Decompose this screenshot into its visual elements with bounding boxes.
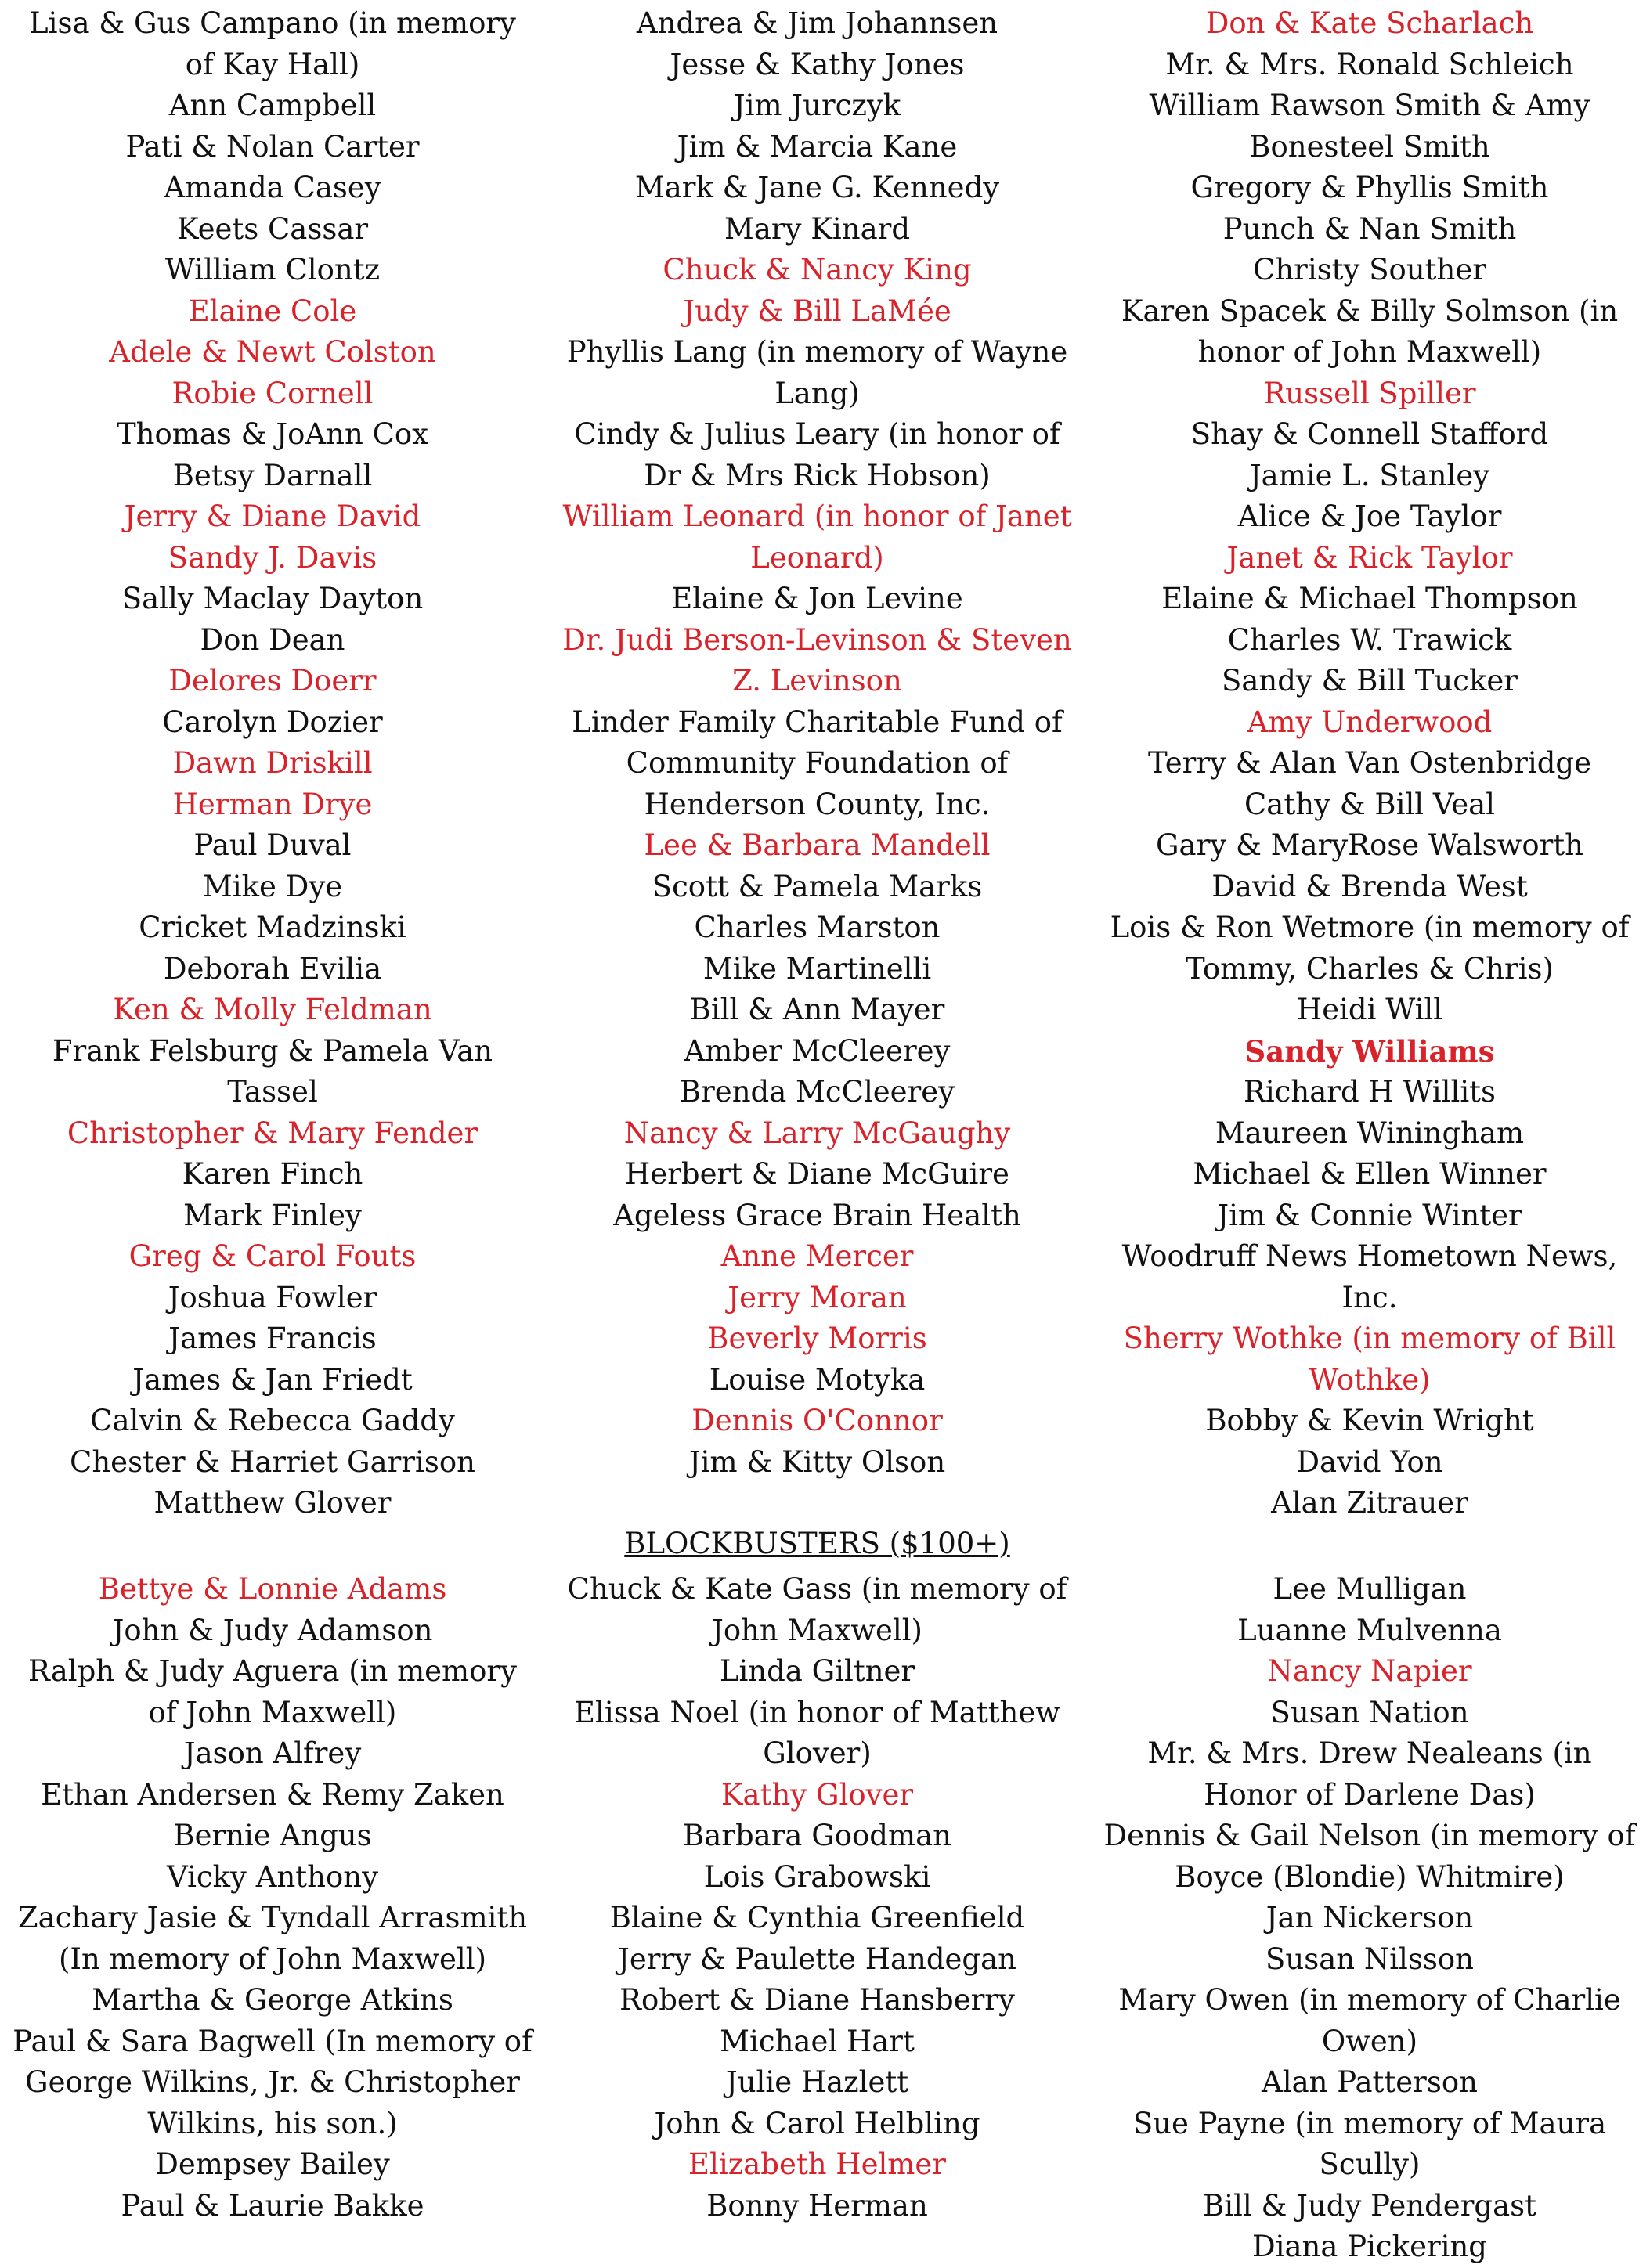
bottom-column-3 [1089, 1569, 1650, 2268]
donor-name: Diana Pickering [1251, 2230, 1487, 2263]
donor-name: Sandy Williams [1244, 1033, 1495, 1069]
donor-name: Richard H Willits [1243, 1075, 1497, 1109]
donor-name: Paul & Laurie Bakke [121, 2188, 424, 2223]
donor-name: Deborah Evilia [163, 951, 382, 986]
donor-name: Beverly Morris [707, 1321, 927, 1355]
donor-name: Dr. Judi Berson-Levinson & Steven Z. Levinson [562, 622, 1072, 698]
donor-name: Robert & Diane Hansberry [619, 1983, 1015, 2017]
donor-name: Paul Duval [193, 828, 352, 862]
donor-name: Bettye & Lonnie Adams [98, 1572, 447, 1606]
donor-name: Michael Hart [720, 2024, 915, 2058]
donor-name: Andrea & Jim Johannsen [636, 6, 998, 40]
donor-name: Elaine Cole [188, 294, 357, 328]
donor-name: Brenda McCleerey [679, 1075, 955, 1109]
donor-name: Mr. & Mrs. Ronald Schleich [1165, 47, 1574, 81]
donor-name: Mary Kinard [724, 211, 911, 246]
donor-name: Keets Cassar [176, 211, 369, 246]
donor-name: Chuck & Kate Gass (in memory of John Maxwell) [567, 1572, 1067, 1647]
donor-name: Bobby & Kevin Wright [1205, 1404, 1534, 1437]
donor-name: Bill & Ann Mayer [689, 993, 945, 1026]
donor-name: Jim & Marcia Kane [677, 129, 958, 164]
donor-name: Janet & Rick Taylor [1226, 540, 1513, 575]
donor-name: Pati & Nolan Carter [125, 129, 420, 164]
donor-name: Bernie Angus [173, 1819, 372, 1852]
donor-name: Lisa & Gus Campano (in memory of Kay Hall) [29, 6, 516, 81]
donor-name: Don Dean [200, 622, 345, 657]
donor-name: Mary Owen (in memory of Charlie Owen) [1118, 1983, 1621, 2058]
donor-name: Christy Souther [1253, 253, 1486, 287]
donor-name: Elaine & Michael Thompson [1161, 582, 1578, 615]
donor-name: Mike Martinelli [702, 951, 932, 986]
donor-name: Thomas & JoAnn Cox [116, 417, 429, 451]
donor-name: Barbara Goodman [683, 1819, 951, 1852]
top-column-1 [0, 3, 545, 1524]
donor-name: Luanne Mulvenna [1237, 1613, 1502, 1647]
donor-name: Martha & George Atkins [92, 1983, 453, 2017]
donor-name: Mark Finley [183, 1198, 362, 1232]
donor-name: Vicky Anthony [167, 1859, 378, 1894]
donor-name: Jan Nickerson [1265, 1901, 1474, 1934]
donor-name: Heidi Will [1296, 993, 1443, 1026]
donor-name: Charles Marston [694, 910, 941, 944]
donor-name: Greg & Carol Fouts [128, 1239, 417, 1273]
donor-name: Lois Grabowski [703, 1859, 931, 1894]
donor-name: Jim Jurczyk [733, 88, 901, 122]
donor-name: Alice & Joe Taylor [1237, 499, 1502, 533]
donor-name: Christopher & Mary Fender [67, 1116, 478, 1150]
donor-name: Dennis O'Connor [691, 1404, 943, 1437]
donor-name: Bonny Herman [706, 2188, 928, 2223]
top-column-3 [1089, 3, 1650, 1524]
donor-name: Sherry Wothke (in memory of Bill Wothke) [1123, 1321, 1616, 1397]
donor-name: Ralph & Judy Aguera (in memory of John Maxwell) [27, 1654, 517, 1729]
donor-name: Elizabeth Helmer [688, 2147, 946, 2181]
donor-name: Lee Mulligan [1273, 1572, 1467, 1606]
donor-name: Michael & Ellen Winner [1193, 1157, 1547, 1191]
blockbusters-section [0, 1569, 1650, 2268]
donor-name: Kathy Glover [720, 1777, 914, 1812]
donor-name: Susan Nilsson [1265, 1942, 1474, 1976]
donor-name: Chester & Harriet Garrison [70, 1444, 475, 1479]
donor-name: Jerry & Diane David [124, 499, 421, 533]
donor-name: Scott & Pamela Marks [652, 869, 983, 903]
donor-name: Sandy J. Davis [168, 540, 377, 575]
donor-name: Joshua Fowler [168, 1280, 377, 1314]
donor-name: Lois & Ron Wetmore (in memory of Tommy, Charles & Chris) [1110, 910, 1630, 986]
donor-name: Louise Motyka [709, 1362, 926, 1397]
donor-name: Russell Spiller [1263, 376, 1476, 410]
donor-name: James Francis [168, 1321, 377, 1355]
donor-name: Linda Giltner [719, 1654, 915, 1688]
donor-name: Susan Nation [1270, 1695, 1469, 1729]
donor-name: Judy & Bill LaMée [683, 294, 951, 328]
donor-name: Calvin & Rebecca Gaddy [90, 1404, 455, 1437]
donor-name: Anne Mercer [720, 1239, 914, 1273]
donor-name: Ann Campbell [168, 88, 377, 122]
donor-name: Nancy Napier [1267, 1654, 1472, 1688]
donor-name: Jason Alfrey [183, 1736, 362, 1770]
donor-name: Ken & Molly Feldman [113, 993, 432, 1026]
donor-name: Don & Kate Scharlach [1205, 6, 1534, 40]
top-donor-section [0, 3, 1650, 1524]
donor-name: John & Carol Helbling [654, 2106, 980, 2140]
donor-name: Amber McCleerey [684, 1033, 951, 1068]
donor-name: Karen Finch [182, 1157, 363, 1191]
donor-name: Ageless Grace Brain Health [613, 1198, 1021, 1232]
donor-name: Sandy & Bill Tucker [1222, 664, 1518, 698]
donor-name: Julie Hazlett [725, 2065, 909, 2099]
donor-name: Jim & Connie Winter [1217, 1198, 1522, 1232]
donor-name: Jamie L. Stanley [1249, 458, 1490, 492]
bottom-column-1 [0, 1569, 545, 2268]
donor-name: Dempsey Bailey [155, 2147, 390, 2181]
donor-name: Dawn Driskill [172, 746, 373, 780]
donor-name: Bill & Judy Pendergast [1203, 2188, 1536, 2223]
donor-name: Sue Payne (in memory of Maura Scully) [1132, 2106, 1607, 2181]
donor-name: James & Jan Friedt [132, 1362, 413, 1397]
donor-name: Chuck & Nancy King [663, 253, 972, 287]
donor-name: Alan Zitrauer [1271, 1486, 1468, 1520]
donor-name: Elaine & Jon Levine [671, 582, 963, 615]
donor-name: Jerry Moran [728, 1280, 907, 1314]
donor-name: Punch & Nan Smith [1222, 211, 1517, 246]
section-heading: BLOCKBUSTERS ($100+) [624, 1527, 1010, 1560]
donor-name: Cathy & Bill Veal [1244, 787, 1495, 821]
donor-name: Jim & Kitty Olson [688, 1444, 946, 1479]
donor-name: Karen Spacek & Billy Solmson (in honor of John Maxwell) [1121, 294, 1619, 369]
top-column-2 [545, 3, 1089, 1524]
donor-name: Phyllis Lang (in memory of Wayne Lang) [566, 335, 1068, 410]
donor-name: Charles W. Trawick [1227, 622, 1512, 657]
donor-name: Paul & Sara Bagwell (In memory of George Wilkins, Jr. & Christopher Wilkins, his son.) [13, 2024, 533, 2140]
donor-name: Adele & Newt Colston [109, 335, 436, 369]
donor-name: Shay & Connell Stafford [1190, 417, 1549, 451]
donor-name: William Clontz [164, 253, 381, 287]
donor-name: Herman Drye [172, 787, 373, 821]
donor-name: Linder Family Charitable Fund of Community Foundation of Henderson County, Inc. [572, 705, 1063, 821]
donor-name: Gregory & Phyllis Smith [1190, 171, 1549, 204]
donor-name: Amy Underwood [1247, 705, 1493, 739]
donor-name: Elissa Noel (in honor of Matthew Glover) [574, 1695, 1060, 1770]
donor-name: David Yon [1296, 1444, 1443, 1479]
donor-name: Blaine & Cynthia Greenfield [609, 1901, 1025, 1934]
donor-name: Delores Doerr [168, 664, 377, 698]
donor-name: Maureen Winingham [1215, 1116, 1525, 1150]
donor-name: Robie Cornell [171, 376, 374, 410]
donor-name: Alan Patterson [1262, 2065, 1478, 2099]
donor-name: Mike Dye [202, 869, 343, 903]
donor-name: Lee & Barbara Mandell [644, 828, 991, 862]
donor-name: John & Judy Adamson [112, 1613, 433, 1647]
donor-name: William Rawson Smith & Amy Bonesteel Smith [1149, 88, 1590, 164]
bottom-column-2 [545, 1569, 1089, 2268]
donor-name: Mark & Jane G. Kennedy [634, 171, 1000, 204]
donor-name: Nancy & Larry McGaughy [623, 1116, 1011, 1150]
donor-name: Terry & Alan Van Ostenbridge [1147, 746, 1591, 780]
donor-name: Betsy Darnall [172, 458, 373, 492]
donor-name: Carolyn Dozier [162, 705, 383, 739]
donor-name: Jesse & Kathy Jones [670, 47, 965, 81]
donor-name: Gary & MaryRose Walsworth [1155, 828, 1583, 862]
donor-name: David & Brenda West [1211, 869, 1528, 903]
donor-name: Matthew Glover [153, 1486, 392, 1520]
donor-name: Cricket Madzinski [139, 910, 406, 944]
donor-name: William Leonard (in honor of Janet Leonard) [562, 499, 1072, 575]
donor-name: Sally Maclay Dayton [121, 582, 424, 615]
donor-name: Herbert & Diane McGuire [625, 1157, 1009, 1191]
donor-name: Dennis & Gail Nelson (in memory of Boyce (Blondie) Whitmire) [1103, 1819, 1636, 1894]
donor-name: Ethan Andersen & Remy Zaken [41, 1777, 504, 1812]
donor-name: Mr. & Mrs. Drew Nealeans (in Honor of Darlene Das) [1147, 1736, 1592, 1812]
donor-name: Jerry & Paulette Handegan [617, 1942, 1017, 1976]
donor-name: Frank Felsburg & Pamela Van Tassel [52, 1033, 493, 1109]
donor-name: Amanda Casey [164, 171, 381, 204]
donor-name: Cindy & Julius Leary (in honor of Dr & Mrs Rick Hobson) [574, 417, 1060, 492]
donor-name: Zachary Jasie & Tyndall Arrasmith (In memory of John Maxwell) [17, 1901, 528, 1976]
donor-name: Woodruff News Hometown News, Inc. [1121, 1239, 1618, 1314]
